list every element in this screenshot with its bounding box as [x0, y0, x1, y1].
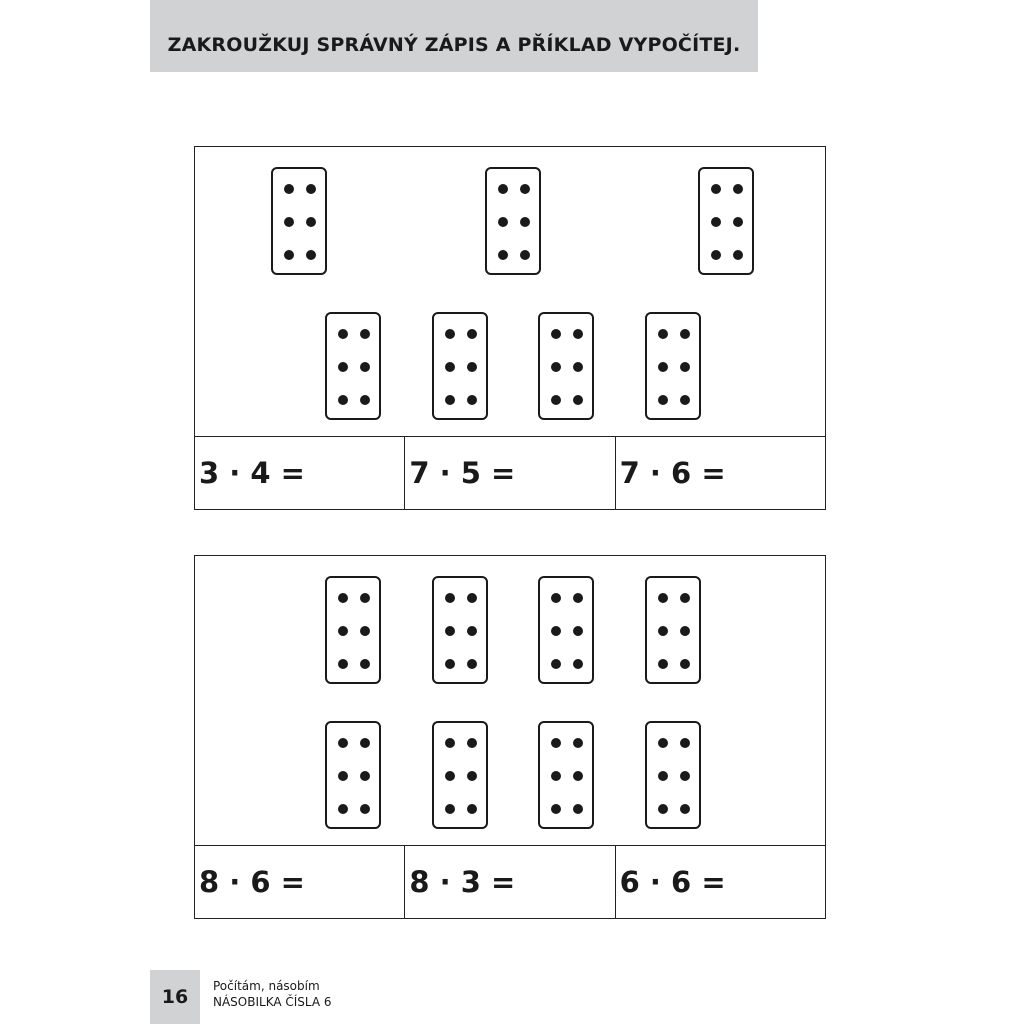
page-number: 16: [150, 970, 200, 1024]
domino-pip: [711, 184, 721, 194]
instruction-banner: [150, 0, 758, 72]
domino-pip: [551, 804, 561, 814]
domino-pip: [445, 738, 455, 748]
domino-pip: [520, 217, 530, 227]
chapter-title: NÁSOBILKA ČÍSLA 6: [213, 995, 332, 1009]
domino-six: [538, 312, 594, 420]
domino-pip: [360, 659, 370, 669]
domino-six: [432, 312, 488, 420]
domino-six: [538, 576, 594, 684]
domino-pip: [658, 329, 668, 339]
domino-pip: [338, 659, 348, 669]
domino-pip: [445, 362, 455, 372]
domino-pip: [360, 329, 370, 339]
domino-pip: [445, 329, 455, 339]
exercise-1: [194, 146, 826, 510]
domino-pip: [360, 395, 370, 405]
domino-pip: [498, 250, 508, 260]
domino-picture: [195, 147, 825, 437]
domino-pip: [573, 626, 583, 636]
domino-pip: [284, 250, 294, 260]
domino-pip: [551, 626, 561, 636]
domino-pip: [445, 771, 455, 781]
domino-pip: [360, 593, 370, 603]
domino-pip: [658, 362, 668, 372]
domino-pip: [680, 329, 690, 339]
domino-pip: [498, 217, 508, 227]
domino-pip: [360, 626, 370, 636]
domino-pip: [467, 771, 477, 781]
domino-pip: [573, 329, 583, 339]
footer-title: [213, 978, 332, 1010]
domino-pip: [551, 395, 561, 405]
domino-pip: [445, 626, 455, 636]
domino-pip: [573, 771, 583, 781]
option-expression[interactable]: 7 · 6 =: [615, 437, 825, 509]
option-expression[interactable]: 8 · 3 =: [404, 846, 614, 918]
domino-pip: [467, 626, 477, 636]
domino-pip: [680, 771, 690, 781]
domino-pip: [445, 659, 455, 669]
domino-pip: [573, 593, 583, 603]
domino-pip: [658, 626, 668, 636]
domino-pip: [360, 771, 370, 781]
domino-six: [645, 721, 701, 829]
domino-pip: [306, 250, 316, 260]
domino-pip: [658, 804, 668, 814]
domino-six: [432, 576, 488, 684]
domino-pip: [520, 250, 530, 260]
domino-pip: [658, 395, 668, 405]
domino-pip: [680, 626, 690, 636]
domino-pip: [573, 659, 583, 669]
domino-six: [325, 721, 381, 829]
domino-pip: [467, 329, 477, 339]
instruction-text: ZAKROUŽKUJ SPRÁVNÝ ZÁPIS A PŘÍKLAD VYPOČÍTEJ.: [167, 34, 741, 56]
domino-pip: [680, 362, 690, 372]
domino-pip: [467, 362, 477, 372]
domino-pip: [658, 659, 668, 669]
domino-pip: [360, 804, 370, 814]
exercise-2: [194, 555, 826, 919]
domino-pip: [680, 395, 690, 405]
domino-six: [325, 312, 381, 420]
domino-six: [485, 167, 541, 275]
domino-pip: [467, 395, 477, 405]
option-expression[interactable]: 6 · 6 =: [615, 846, 825, 918]
domino-pip: [445, 395, 455, 405]
domino-six: [645, 576, 701, 684]
domino-pip: [573, 804, 583, 814]
domino-pip: [338, 626, 348, 636]
domino-pip: [551, 738, 561, 748]
domino-pip: [445, 593, 455, 603]
domino-pip: [658, 738, 668, 748]
domino-pip: [733, 217, 743, 227]
domino-pip: [467, 659, 477, 669]
domino-pip: [338, 804, 348, 814]
domino-six: [538, 721, 594, 829]
domino-pip: [680, 593, 690, 603]
domino-six: [325, 576, 381, 684]
domino-pip: [360, 738, 370, 748]
domino-pip: [680, 659, 690, 669]
domino-pip: [338, 395, 348, 405]
domino-six: [271, 167, 327, 275]
domino-pip: [573, 395, 583, 405]
domino-pip: [360, 362, 370, 372]
domino-pip: [573, 738, 583, 748]
answer-options: [195, 846, 825, 918]
domino-pip: [306, 217, 316, 227]
domino-picture: [195, 556, 825, 846]
domino-pip: [573, 362, 583, 372]
domino-pip: [733, 250, 743, 260]
domino-pip: [711, 250, 721, 260]
domino-pip: [306, 184, 316, 194]
domino-pip: [680, 804, 690, 814]
domino-pip: [338, 593, 348, 603]
domino-pip: [467, 738, 477, 748]
domino-pip: [658, 593, 668, 603]
domino-pip: [338, 362, 348, 372]
book-title: Počítám, násobím: [213, 979, 320, 993]
domino-pip: [551, 329, 561, 339]
domino-pip: [551, 771, 561, 781]
domino-pip: [680, 738, 690, 748]
domino-pip: [467, 804, 477, 814]
domino-pip: [551, 362, 561, 372]
option-expression[interactable]: 7 · 5 =: [404, 437, 614, 509]
domino-pip: [658, 771, 668, 781]
domino-pip: [711, 217, 721, 227]
domino-pip: [498, 184, 508, 194]
domino-pip: [467, 593, 477, 603]
domino-six: [645, 312, 701, 420]
domino-pip: [338, 771, 348, 781]
domino-pip: [551, 659, 561, 669]
answer-options: [195, 437, 825, 509]
option-expression[interactable]: 8 · 6 =: [199, 865, 305, 899]
domino-pip: [733, 184, 743, 194]
domino-six: [432, 721, 488, 829]
domino-pip: [284, 184, 294, 194]
domino-pip: [338, 329, 348, 339]
domino-pip: [551, 593, 561, 603]
domino-pip: [284, 217, 294, 227]
domino-pip: [445, 804, 455, 814]
option-expression[interactable]: 3 · 4 =: [199, 456, 305, 490]
domino-pip: [338, 738, 348, 748]
domino-pip: [520, 184, 530, 194]
domino-six: [698, 167, 754, 275]
